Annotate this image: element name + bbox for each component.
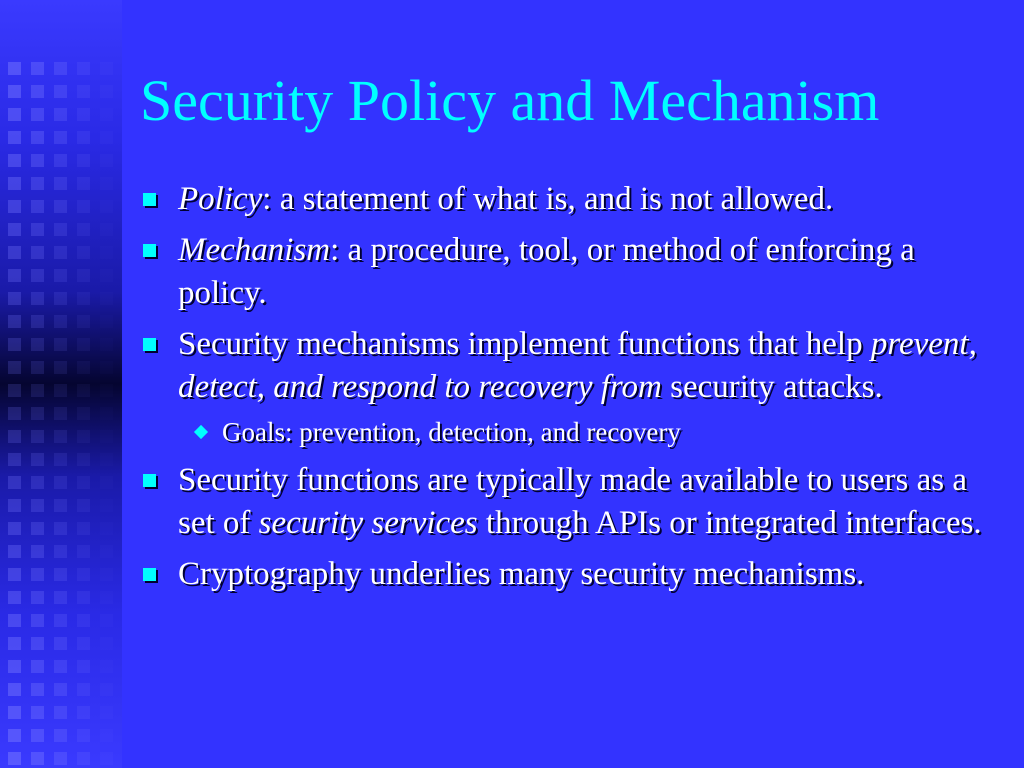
decorative-square xyxy=(31,453,44,466)
cryptography-text: Cryptography underlies many security mechanisms. xyxy=(178,556,865,592)
decorative-square xyxy=(31,545,44,558)
decorative-square xyxy=(8,246,21,259)
decorative-square xyxy=(8,568,21,581)
decorative-square xyxy=(77,292,90,305)
policy-definition: : a statement of what is, and is not allowed. xyxy=(262,181,834,217)
security-functions-text-end: through APIs or integrated interfaces. xyxy=(477,505,982,541)
security-mechanisms-text-start: Security mechanisms implement functions that help xyxy=(178,326,871,362)
decorative-square xyxy=(31,246,44,259)
decorative-square xyxy=(8,384,21,397)
decorative-square xyxy=(8,729,21,742)
decorative-square xyxy=(100,683,113,696)
decorative-square xyxy=(77,62,90,75)
decorative-square xyxy=(77,177,90,190)
decorative-square xyxy=(77,223,90,236)
bullet-security-mechanisms xyxy=(140,323,1000,409)
decorative-square xyxy=(54,62,67,75)
decorative-square xyxy=(8,683,21,696)
decorative-square xyxy=(54,338,67,351)
decorative-square xyxy=(8,154,21,167)
security-mechanisms-emphasis: prevent, detect, and respond to recovery from xyxy=(178,326,977,405)
decorative-square xyxy=(8,614,21,627)
decorative-square xyxy=(77,614,90,627)
decorative-square xyxy=(100,637,113,650)
decorative-square xyxy=(77,338,90,351)
decorative-square xyxy=(100,292,113,305)
decorative-square xyxy=(100,430,113,443)
decorative-square xyxy=(8,361,21,374)
decorative-square xyxy=(100,108,113,121)
decorative-square xyxy=(77,384,90,397)
decorative-square xyxy=(54,706,67,719)
decorative-square xyxy=(100,545,113,558)
decorative-square xyxy=(31,614,44,627)
decorative-square xyxy=(31,154,44,167)
decorative-square xyxy=(77,752,90,765)
decorative-square xyxy=(100,62,113,75)
decorative-square xyxy=(100,706,113,719)
decorative-square xyxy=(77,269,90,282)
security-mechanisms-text-end: security attacks. xyxy=(661,369,883,405)
decorative-square xyxy=(77,108,90,121)
decorative-square xyxy=(54,361,67,374)
square-bullet-icon xyxy=(143,474,156,487)
decorative-square xyxy=(8,292,21,305)
decorative-square xyxy=(100,476,113,489)
decorative-square xyxy=(31,660,44,673)
term-policy: Policy xyxy=(178,181,263,217)
decorative-square xyxy=(8,752,21,765)
decorative-square xyxy=(54,154,67,167)
decorative-square xyxy=(8,131,21,144)
decorative-square xyxy=(8,591,21,604)
decorative-square xyxy=(100,729,113,742)
decorative-square xyxy=(54,660,67,673)
decorative-square xyxy=(8,177,21,190)
decorative-square xyxy=(54,177,67,190)
decorative-square xyxy=(77,683,90,696)
decorative-square xyxy=(54,430,67,443)
decorative-square xyxy=(77,729,90,742)
decorative-square xyxy=(8,476,21,489)
decorative-square xyxy=(31,522,44,535)
decorative-square xyxy=(8,545,21,558)
square-bullet-icon xyxy=(143,244,156,257)
decorative-square xyxy=(54,614,67,627)
decorative-square xyxy=(54,476,67,489)
decorative-square xyxy=(8,522,21,535)
decorative-square xyxy=(31,407,44,420)
decorative-square xyxy=(77,361,90,374)
decorative-square xyxy=(100,269,113,282)
decorative-square xyxy=(54,200,67,213)
decorative-square xyxy=(8,223,21,236)
decorative-square xyxy=(31,200,44,213)
decorative-square xyxy=(8,637,21,650)
decorative-square xyxy=(54,591,67,604)
decorative-square xyxy=(8,108,21,121)
decorative-square xyxy=(54,315,67,328)
decorative-square xyxy=(100,453,113,466)
decorative-square xyxy=(31,315,44,328)
term-mechanism: Mechanism xyxy=(178,232,331,268)
decorative-square xyxy=(100,522,113,535)
decorative-square xyxy=(8,85,21,98)
decorative-square xyxy=(100,591,113,604)
bullet-list xyxy=(140,178,1000,604)
decorative-square xyxy=(8,62,21,75)
decorative-square xyxy=(31,476,44,489)
decorative-square xyxy=(8,660,21,673)
decorative-square xyxy=(100,177,113,190)
sub-bullet-goals xyxy=(140,415,1000,449)
decorative-square xyxy=(100,384,113,397)
decorative-square xyxy=(54,637,67,650)
decorative-square xyxy=(8,407,21,420)
decorative-square xyxy=(31,637,44,650)
decorative-square xyxy=(31,430,44,443)
decorative-square xyxy=(31,85,44,98)
decorative-square xyxy=(54,131,67,144)
decorative-square xyxy=(54,752,67,765)
decorative-square xyxy=(54,85,67,98)
decorative-square xyxy=(77,407,90,420)
decorative-square xyxy=(31,752,44,765)
goals-text: Goals: prevention, detection, and recovery xyxy=(222,417,681,447)
decorative-square xyxy=(31,131,44,144)
decorative-square xyxy=(54,453,67,466)
decorative-square xyxy=(31,62,44,75)
decorative-square xyxy=(77,430,90,443)
decorative-square xyxy=(100,614,113,627)
decorative-square xyxy=(77,453,90,466)
decorative-square xyxy=(54,522,67,535)
decorative-square xyxy=(31,177,44,190)
decorative-square xyxy=(31,292,44,305)
decorative-square xyxy=(54,407,67,420)
decorative-square xyxy=(77,591,90,604)
decorative-square xyxy=(100,568,113,581)
decorative-square xyxy=(31,384,44,397)
decorative-square xyxy=(100,246,113,259)
mechanism-definition: : a procedure, tool, or method of enforcing a policy. xyxy=(178,232,915,311)
decorative-square xyxy=(8,200,21,213)
decorative-square xyxy=(77,637,90,650)
decorative-square xyxy=(77,545,90,558)
security-functions-text-start: Security functions are typically made available to users as a set of xyxy=(178,462,967,541)
decorative-square xyxy=(31,499,44,512)
decorative-square xyxy=(77,200,90,213)
bullet-security-functions xyxy=(140,459,1000,545)
bullet-policy xyxy=(140,178,1000,221)
bullet-mechanism xyxy=(140,229,1000,315)
decorative-square xyxy=(100,752,113,765)
decorative-square xyxy=(31,108,44,121)
decorative-square xyxy=(100,338,113,351)
decorative-square xyxy=(8,499,21,512)
decorative-square xyxy=(100,660,113,673)
decorative-square xyxy=(54,729,67,742)
decorative-square xyxy=(54,108,67,121)
decorative-square xyxy=(100,154,113,167)
decorative-square xyxy=(31,269,44,282)
decorative-square xyxy=(77,315,90,328)
decorative-square xyxy=(100,315,113,328)
slide-title: Security Policy and Mechanism xyxy=(140,68,880,133)
decorative-square xyxy=(8,269,21,282)
decorative-square xyxy=(100,361,113,374)
decorative-square xyxy=(31,729,44,742)
diamond-bullet-icon xyxy=(194,425,208,439)
decorative-square xyxy=(54,683,67,696)
decorative-square xyxy=(31,706,44,719)
decorative-square xyxy=(54,384,67,397)
bullet-cryptography xyxy=(140,553,1000,596)
decorative-square xyxy=(54,223,67,236)
decorative-square xyxy=(8,338,21,351)
decorative-square xyxy=(77,660,90,673)
decorative-square xyxy=(31,361,44,374)
decorative-square xyxy=(8,430,21,443)
decorative-square xyxy=(77,131,90,144)
decorative-square xyxy=(77,476,90,489)
decorative-square xyxy=(77,522,90,535)
decorative-square xyxy=(77,246,90,259)
decorative-square xyxy=(100,200,113,213)
security-services-emphasis: security services xyxy=(258,505,478,541)
decorative-square xyxy=(100,85,113,98)
square-bullet-icon xyxy=(143,568,156,581)
decorative-square xyxy=(77,568,90,581)
decorative-square xyxy=(54,292,67,305)
square-bullet-icon xyxy=(143,338,156,351)
decorative-square xyxy=(100,131,113,144)
decorative-square xyxy=(54,499,67,512)
decorative-square xyxy=(31,683,44,696)
decorative-square xyxy=(100,499,113,512)
decorative-square-grid xyxy=(0,0,122,768)
decorative-square xyxy=(31,568,44,581)
decorative-square xyxy=(31,591,44,604)
decorative-square xyxy=(31,223,44,236)
decorative-square xyxy=(54,246,67,259)
decorative-square xyxy=(100,223,113,236)
decorative-square xyxy=(100,407,113,420)
decorative-square xyxy=(77,154,90,167)
decorative-square xyxy=(54,269,67,282)
decorative-square xyxy=(77,706,90,719)
decorative-square xyxy=(8,453,21,466)
decorative-square xyxy=(8,315,21,328)
decorative-square xyxy=(54,545,67,558)
decorative-square xyxy=(54,568,67,581)
square-bullet-icon xyxy=(143,193,156,206)
decorative-square xyxy=(8,706,21,719)
decorative-square xyxy=(77,499,90,512)
decorative-square xyxy=(31,338,44,351)
decorative-square xyxy=(77,85,90,98)
